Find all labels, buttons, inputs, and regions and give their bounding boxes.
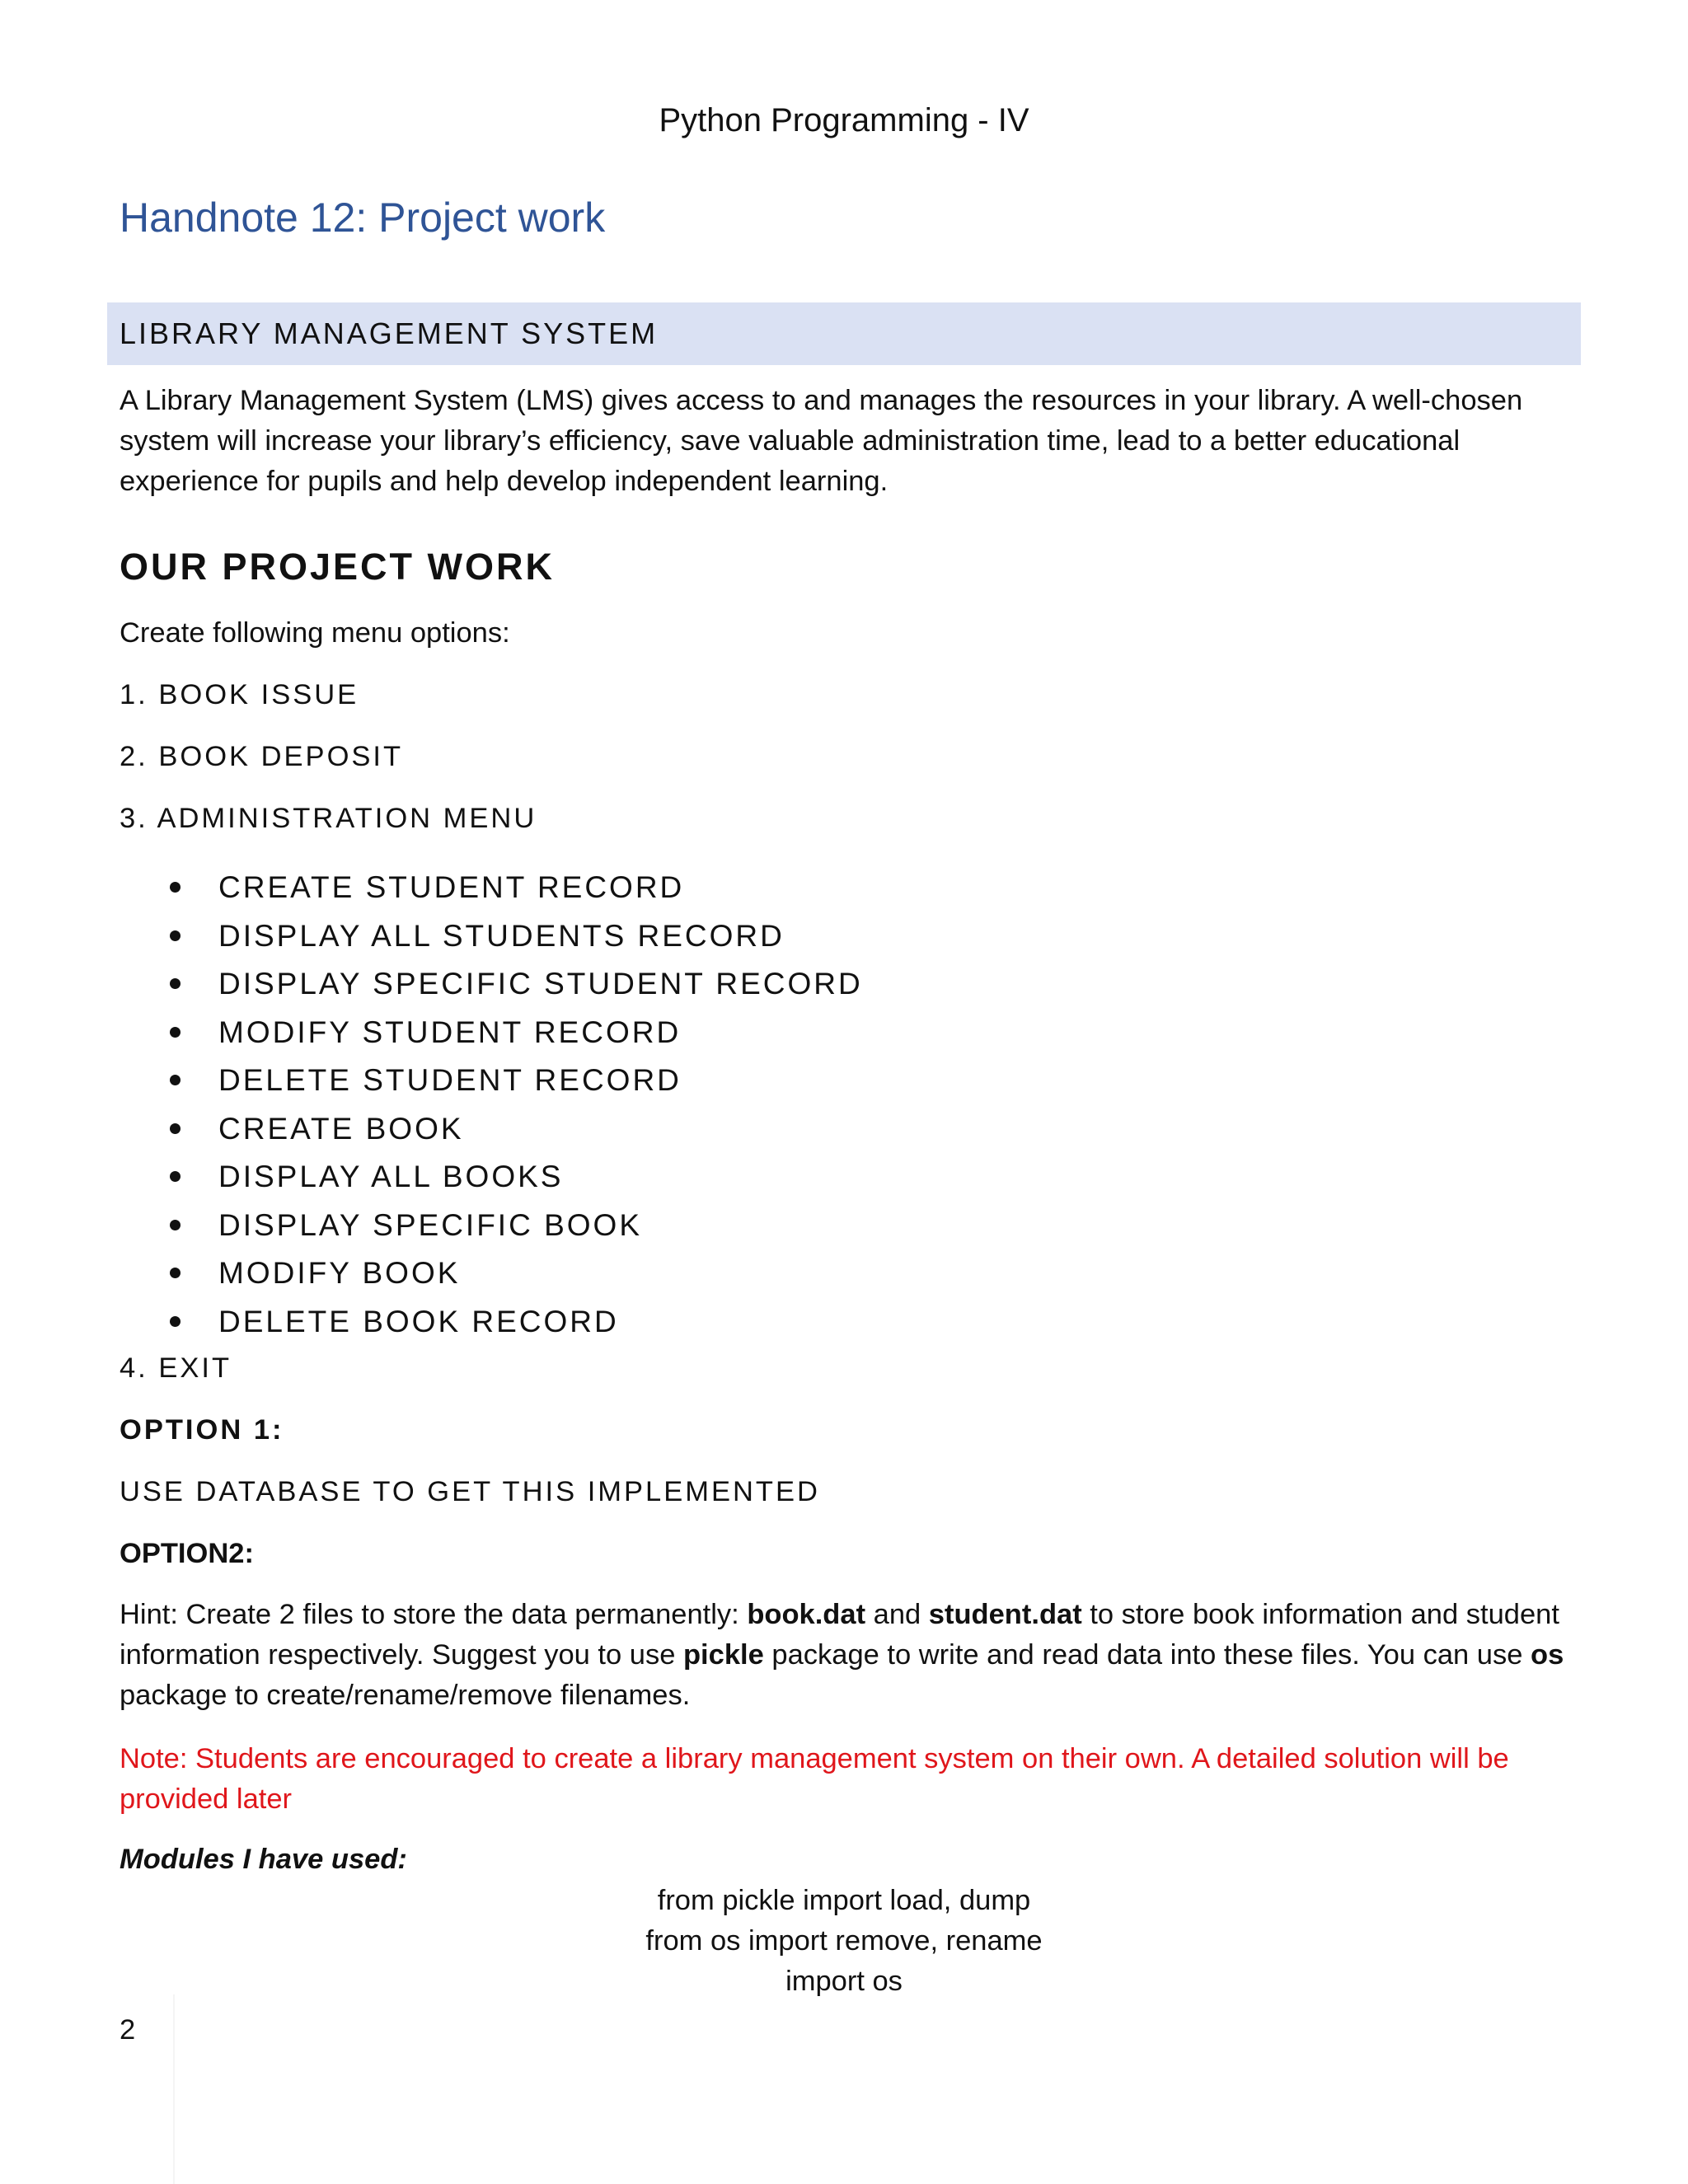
list-item <box>165 1207 863 1255</box>
admin-item-label: DELETE BOOK RECORD <box>218 1304 619 1338</box>
menu-item-administration: 3. ADMINISTRATION MENU <box>120 803 537 834</box>
bullet-icon <box>170 882 181 893</box>
bullet-icon <box>170 1316 181 1327</box>
page-edge-shadow <box>173 1994 175 2184</box>
hint-package-pickle: pickle <box>682 1639 764 1671</box>
admin-item-label: CREATE BOOK <box>218 1111 464 1146</box>
menu-item-book-deposit: 2. BOOK DEPOSIT <box>120 741 404 772</box>
option2-label: OPTION2: <box>120 1538 254 1569</box>
menu-item-book-issue: 1. BOOK ISSUE <box>120 679 359 710</box>
list-item <box>165 869 863 917</box>
bullet-icon <box>170 1268 181 1278</box>
hint-text: package to write and read data into these files. You can use <box>763 1639 1531 1671</box>
list-item <box>165 917 863 966</box>
admin-item-label: DELETE STUDENT RECORD <box>218 1063 682 1097</box>
admin-item-label: MODIFY STUDENT RECORD <box>218 1015 682 1049</box>
menu-item-exit: 4. EXIT <box>120 1352 232 1384</box>
admin-menu-list <box>165 869 863 1351</box>
list-item <box>165 1014 863 1062</box>
list-item <box>165 1110 863 1159</box>
bullet-icon <box>170 1123 181 1134</box>
module-line: from os import remove, rename <box>645 1925 1043 1957</box>
hint-text: to store book information and student information respectively. Suggest you to use <box>120 1599 1559 1671</box>
hint-package-os: os <box>1531 1639 1564 1671</box>
bullet-icon <box>170 978 181 989</box>
admin-item-label: DISPLAY SPECIFIC STUDENT RECORD <box>218 967 863 1001</box>
bullet-icon <box>170 1075 181 1085</box>
menu-intro: Create following menu options: <box>120 617 510 649</box>
hint-text: and <box>865 1599 929 1630</box>
admin-item-label: MODIFY BOOK <box>218 1256 461 1290</box>
section-title: LIBRARY MANAGEMENT SYSTEM <box>120 316 659 350</box>
note-paragraph: Note: Students are encouraged to create a library management system on their own. A detailed solution will be provided later <box>120 1743 1509 1815</box>
list-item <box>165 1254 863 1303</box>
option1-label: OPTION 1: <box>120 1414 284 1446</box>
intro-paragraph: A Library Management System (LMS) gives access to and manages the resources in your library. A well-chosen system will increase your library’s efficiency, save valuable administration time, lead to a better educational experience for pupils and help develop independent learning. <box>120 385 1523 497</box>
list-item <box>165 1303 863 1352</box>
list-item <box>165 1062 863 1110</box>
project-heading: OUR PROJECT WORK <box>120 546 556 588</box>
bullet-icon <box>170 1171 181 1182</box>
hint-text: Hint: Create 2 files to store the data permanently: <box>120 1599 748 1630</box>
running-header: Python Programming - IV <box>659 102 1029 138</box>
admin-item-label: DISPLAY ALL BOOKS <box>218 1160 564 1193</box>
option1-text: USE DATABASE TO GET THIS IMPLEMENTED <box>120 1476 820 1507</box>
bullet-icon <box>170 1027 181 1038</box>
admin-item-label: DISPLAY SPECIFIC BOOK <box>218 1207 642 1242</box>
admin-item-label: DISPLAY ALL STUDENTS RECORD <box>218 918 785 953</box>
option2-hint <box>120 1595 1595 1716</box>
modules-list <box>0 1881 1688 2002</box>
bullet-icon <box>170 1220 181 1230</box>
bullet-icon <box>170 930 181 941</box>
page-number: 2 <box>120 2014 136 2046</box>
list-item <box>165 965 863 1014</box>
module-line: from pickle import load, dump <box>657 1885 1031 1916</box>
hint-text: package to create/rename/remove filenames. <box>120 1680 691 1711</box>
list-item <box>165 1158 863 1207</box>
modules-label: Modules I have used: <box>120 1844 407 1875</box>
admin-item-label: CREATE STUDENT RECORD <box>218 870 685 904</box>
hint-filename-student: student.dat <box>928 1599 1082 1630</box>
module-line: import os <box>785 1966 903 1997</box>
section-bar <box>107 302 1581 365</box>
hint-filename-book: book.dat <box>747 1599 866 1630</box>
document-title: Handnote 12: Project work <box>120 194 606 241</box>
